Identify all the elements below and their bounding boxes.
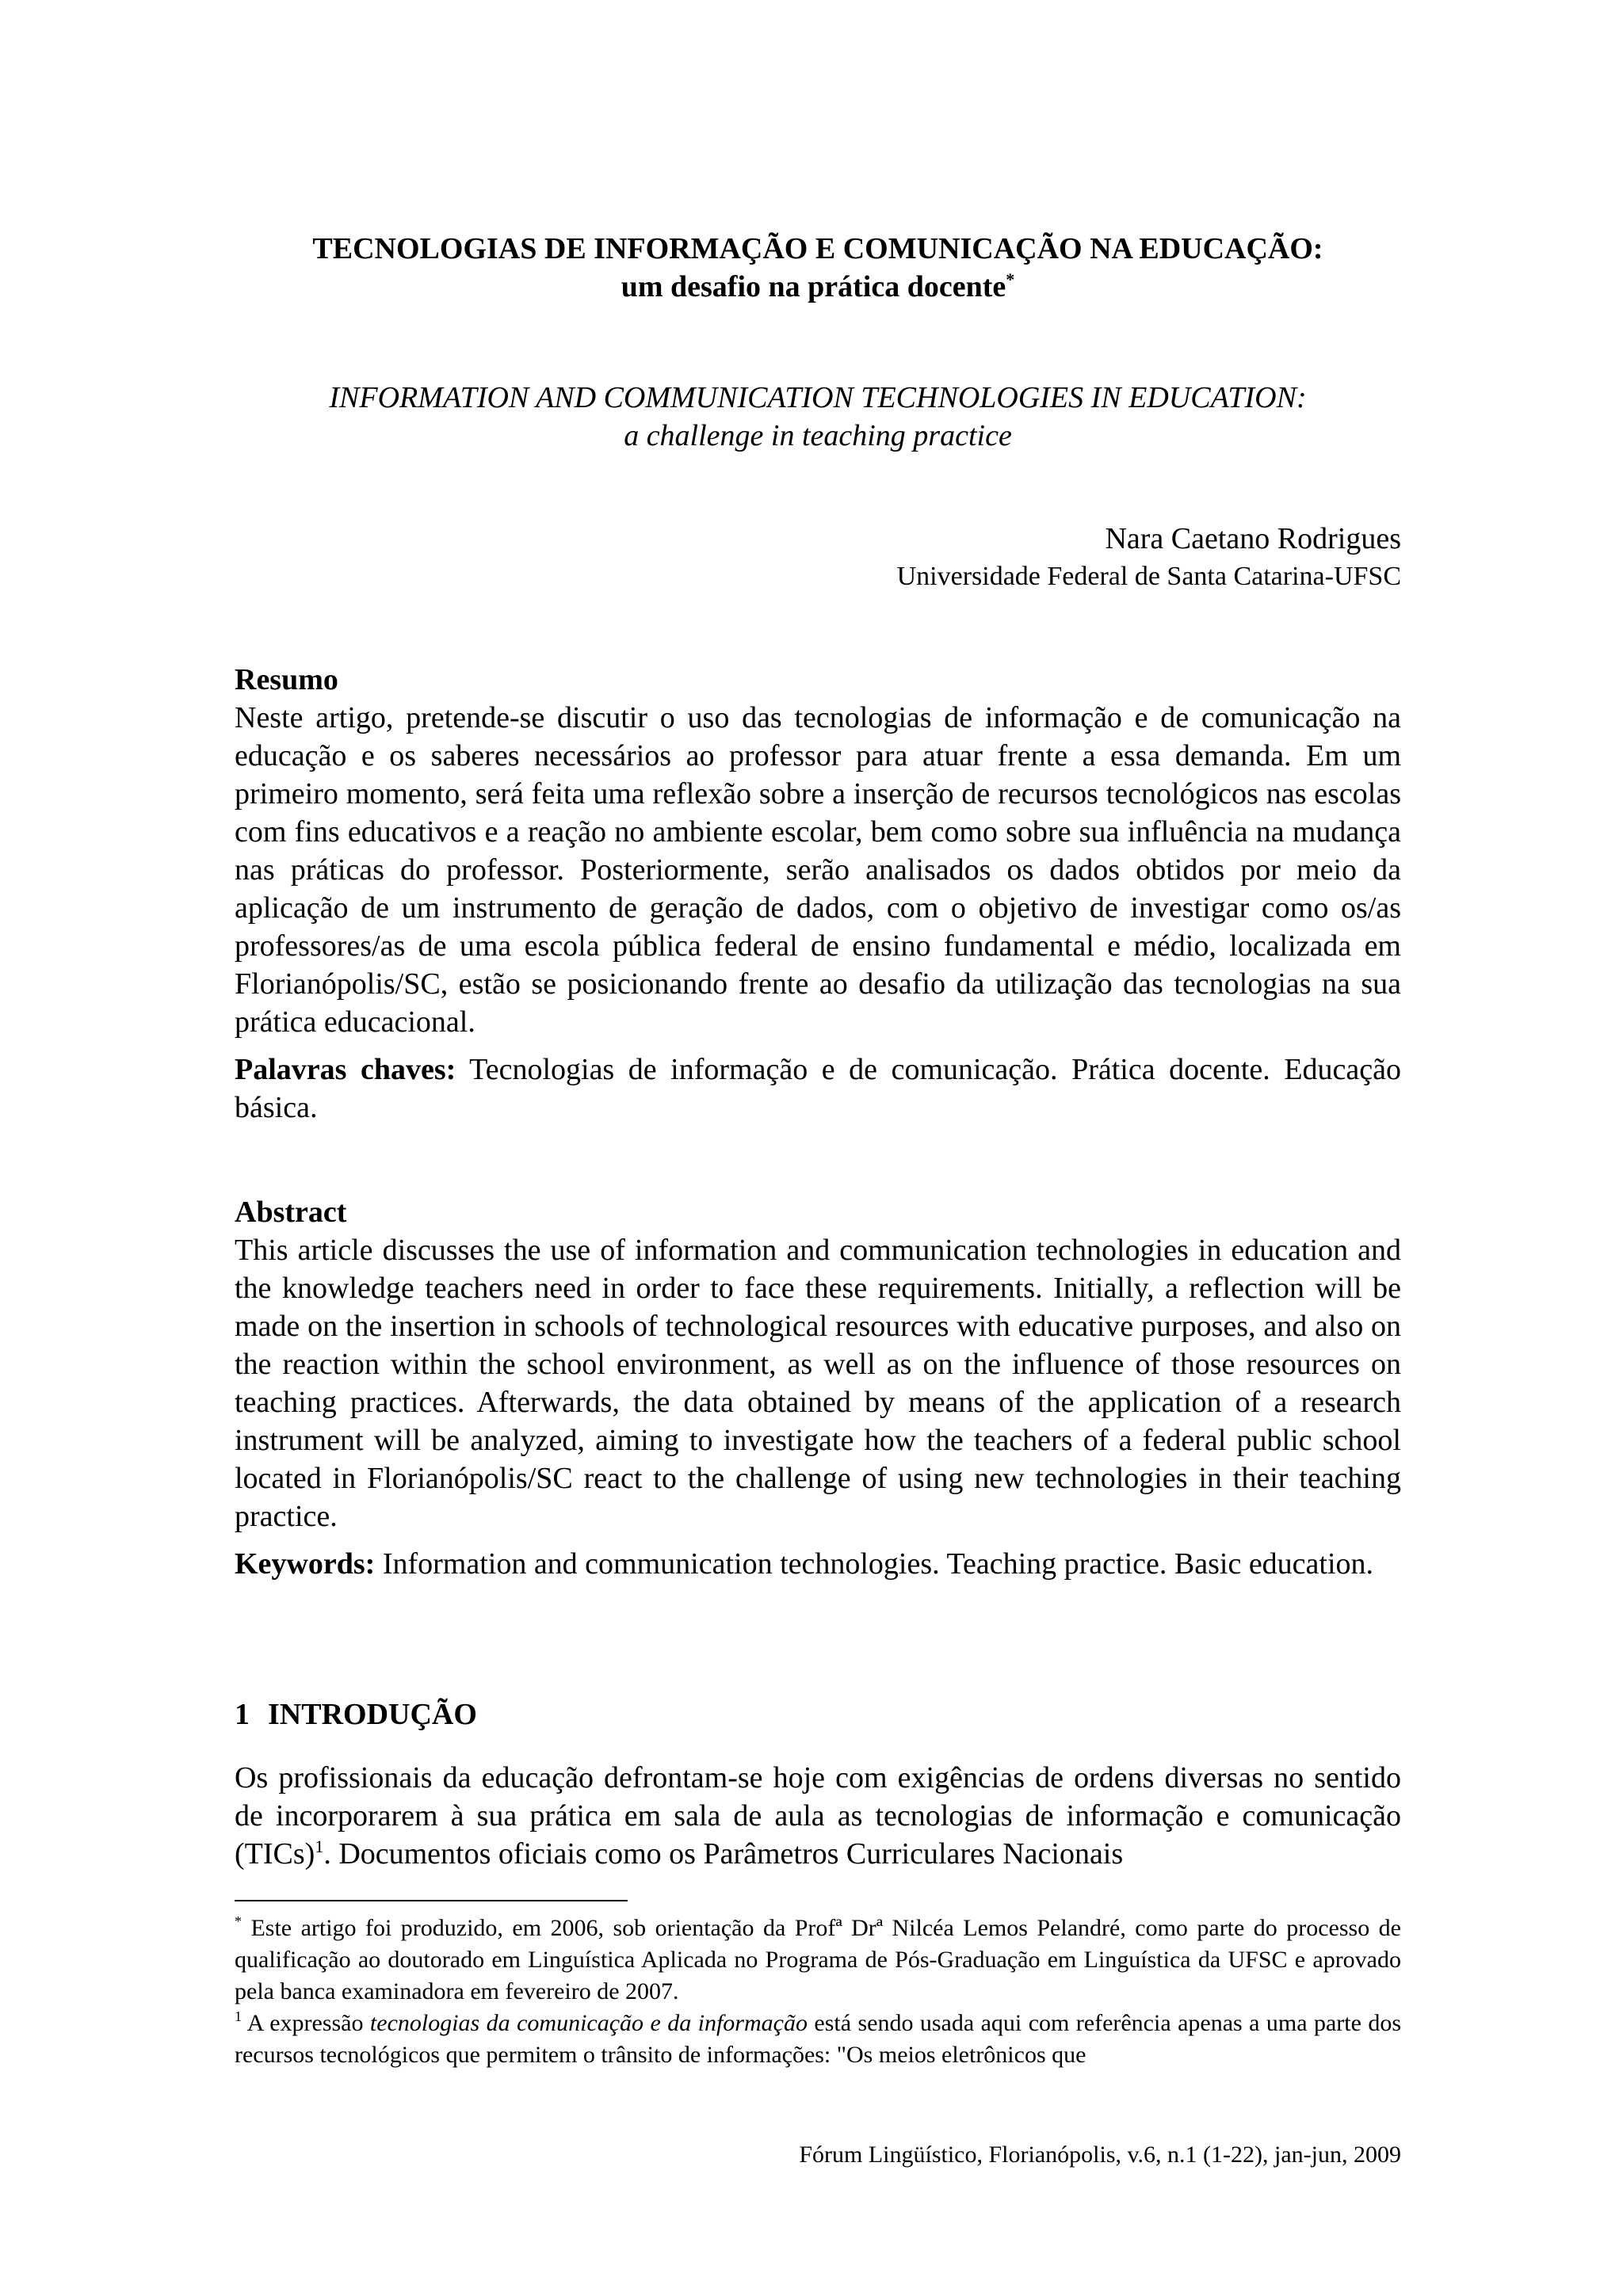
introduction-title: INTRODUÇÃO — [268, 1698, 477, 1731]
resumo-text: Neste artigo, pretende-se discutir o uso das tecnologias de informação e de comunicação na educação e os saberes necessários ao professor para atuar frente a essa demanda. Em um primeiro momento, será feita uma reflexão sobre a inserção de recursos tecnológicos nas escolas com fins educativos e a reação no ambiente escolar, bem como sobre sua influência na mudança nas práticas do professor. Posteriormente, serão analisados os dados obtidos por meio da aplicação de um instrumento de geração de dados, com o objetivo de investigar como os/as professores/as de uma escola pública federal de ensino fundamental e médio, localizada em Florianópolis/SC, estão se posicionando frente ao desafio da utilização das tecnologias na sua prática educacional. — [235, 701, 1401, 1039]
english-title-line-1: INFORMATION AND COMMUNICATION TECHNOLOGIES IN EDUCATION: — [329, 381, 1307, 414]
title-subtitle: um desafio na prática docente — [621, 270, 1006, 303]
resumo-heading: Resumo — [235, 663, 338, 696]
resumo-section — [235, 661, 1401, 1127]
title-line-1: TECNOLOGIAS DE INFORMAÇÃO E COMUNICAÇÃO NA EDUCAÇÃO: — [312, 232, 1323, 265]
abstract-keywords — [235, 1545, 1401, 1583]
introduction-footnote-mark[interactable]: 1 — [315, 1836, 324, 1856]
introduction-text-part-1: Os profissionais da educação defrontam-se hoje com exigências de ordens diversas no sentido de incorporarem à sua prática em sala de aula as tecnologias de informação e comunicação (TICs) — [235, 1761, 1401, 1871]
introduction-number: 1 — [235, 1698, 250, 1731]
abstract-section — [235, 1193, 1401, 1583]
title-block — [235, 230, 1401, 306]
footnotes — [235, 1913, 1401, 2071]
abstract-text: This article discusses the use of information and communication technologies in education and the knowledge teachers need in order to face these requirements. Initially, a reflection will be made on the insertion in schools of technological resources with educative purposes, and also on the reaction within the school environment, as well as on the influence of those resources on teaching practices. Afterwards, the data obtained by means of the application of a research instrument will be analyzed, aiming to investigate how the teachers of a federal public school located in Florianópolis/SC react to the challenge of using new technologies in their teaching practice. — [235, 1234, 1401, 1533]
footnote-asterisk-mark: * — [235, 1913, 242, 1929]
footnote-1 — [235, 2008, 1401, 2071]
author-block — [235, 519, 1401, 595]
footnote-divider — [235, 1900, 628, 1901]
footnote-1-mark: 1 — [235, 2008, 242, 2024]
title-footnote-mark[interactable]: * — [1006, 269, 1015, 289]
footnote-1-suffix: está sendo usada aqui com referência apenas a uma parte dos recursos tecnológicos que permitem o trânsito de informações: "Os meios eletrônicos que — [235, 2010, 1402, 2068]
english-title-line-2: a challenge in teaching practice — [624, 419, 1012, 452]
footnote-asterisk — [235, 1913, 1401, 2008]
paper-page — [235, 0, 1401, 2296]
footnote-1-italic: tecnologias da comunicação e da informação — [369, 2010, 808, 2036]
english-title-block — [235, 379, 1401, 455]
introduction-heading — [235, 1695, 477, 1733]
title-line-2 — [235, 268, 1401, 306]
abstract-heading: Abstract — [235, 1196, 347, 1229]
footnote-asterisk-text: Este artigo foi produzido, em 2006, sob orientação da Profª Drª Nilcéa Lemos Pelandré, como parte do processo de qualificação ao doutorado em Linguística Aplicada no Programa de Pós-Graduação em Linguística da UFSC e aprovado pela banca examinadora em fevereiro de 2007. — [235, 1915, 1401, 2004]
abstract-keywords-text: Information and communication technologies. Teaching practice. Basic education. — [382, 1547, 1374, 1581]
footnote-1-prefix: A expressão — [242, 2010, 370, 2036]
resumo-keywords — [235, 1051, 1401, 1127]
author-affiliation: Universidade Federal de Santa Catarina-UFSC — [896, 562, 1401, 591]
introduction-text — [235, 1759, 1401, 1873]
introduction-text-part-2: . Documentos oficiais como os Parâmetros Curriculares Nacionais — [323, 1837, 1124, 1871]
resumo-keywords-text: Tecnologias de informação e de comunicação. Prática docente. Educação básica. — [235, 1053, 1401, 1124]
resumo-keywords-label: Palavras chaves: — [235, 1053, 456, 1086]
author-name: Nara Caetano Rodrigues — [1105, 522, 1401, 555]
running-footer: Fórum Lingüístico, Florianópolis, v.6, n.1 (1-22), jan-jun, 2009 — [799, 2142, 1401, 2168]
abstract-keywords-label: Keywords: — [235, 1547, 376, 1581]
